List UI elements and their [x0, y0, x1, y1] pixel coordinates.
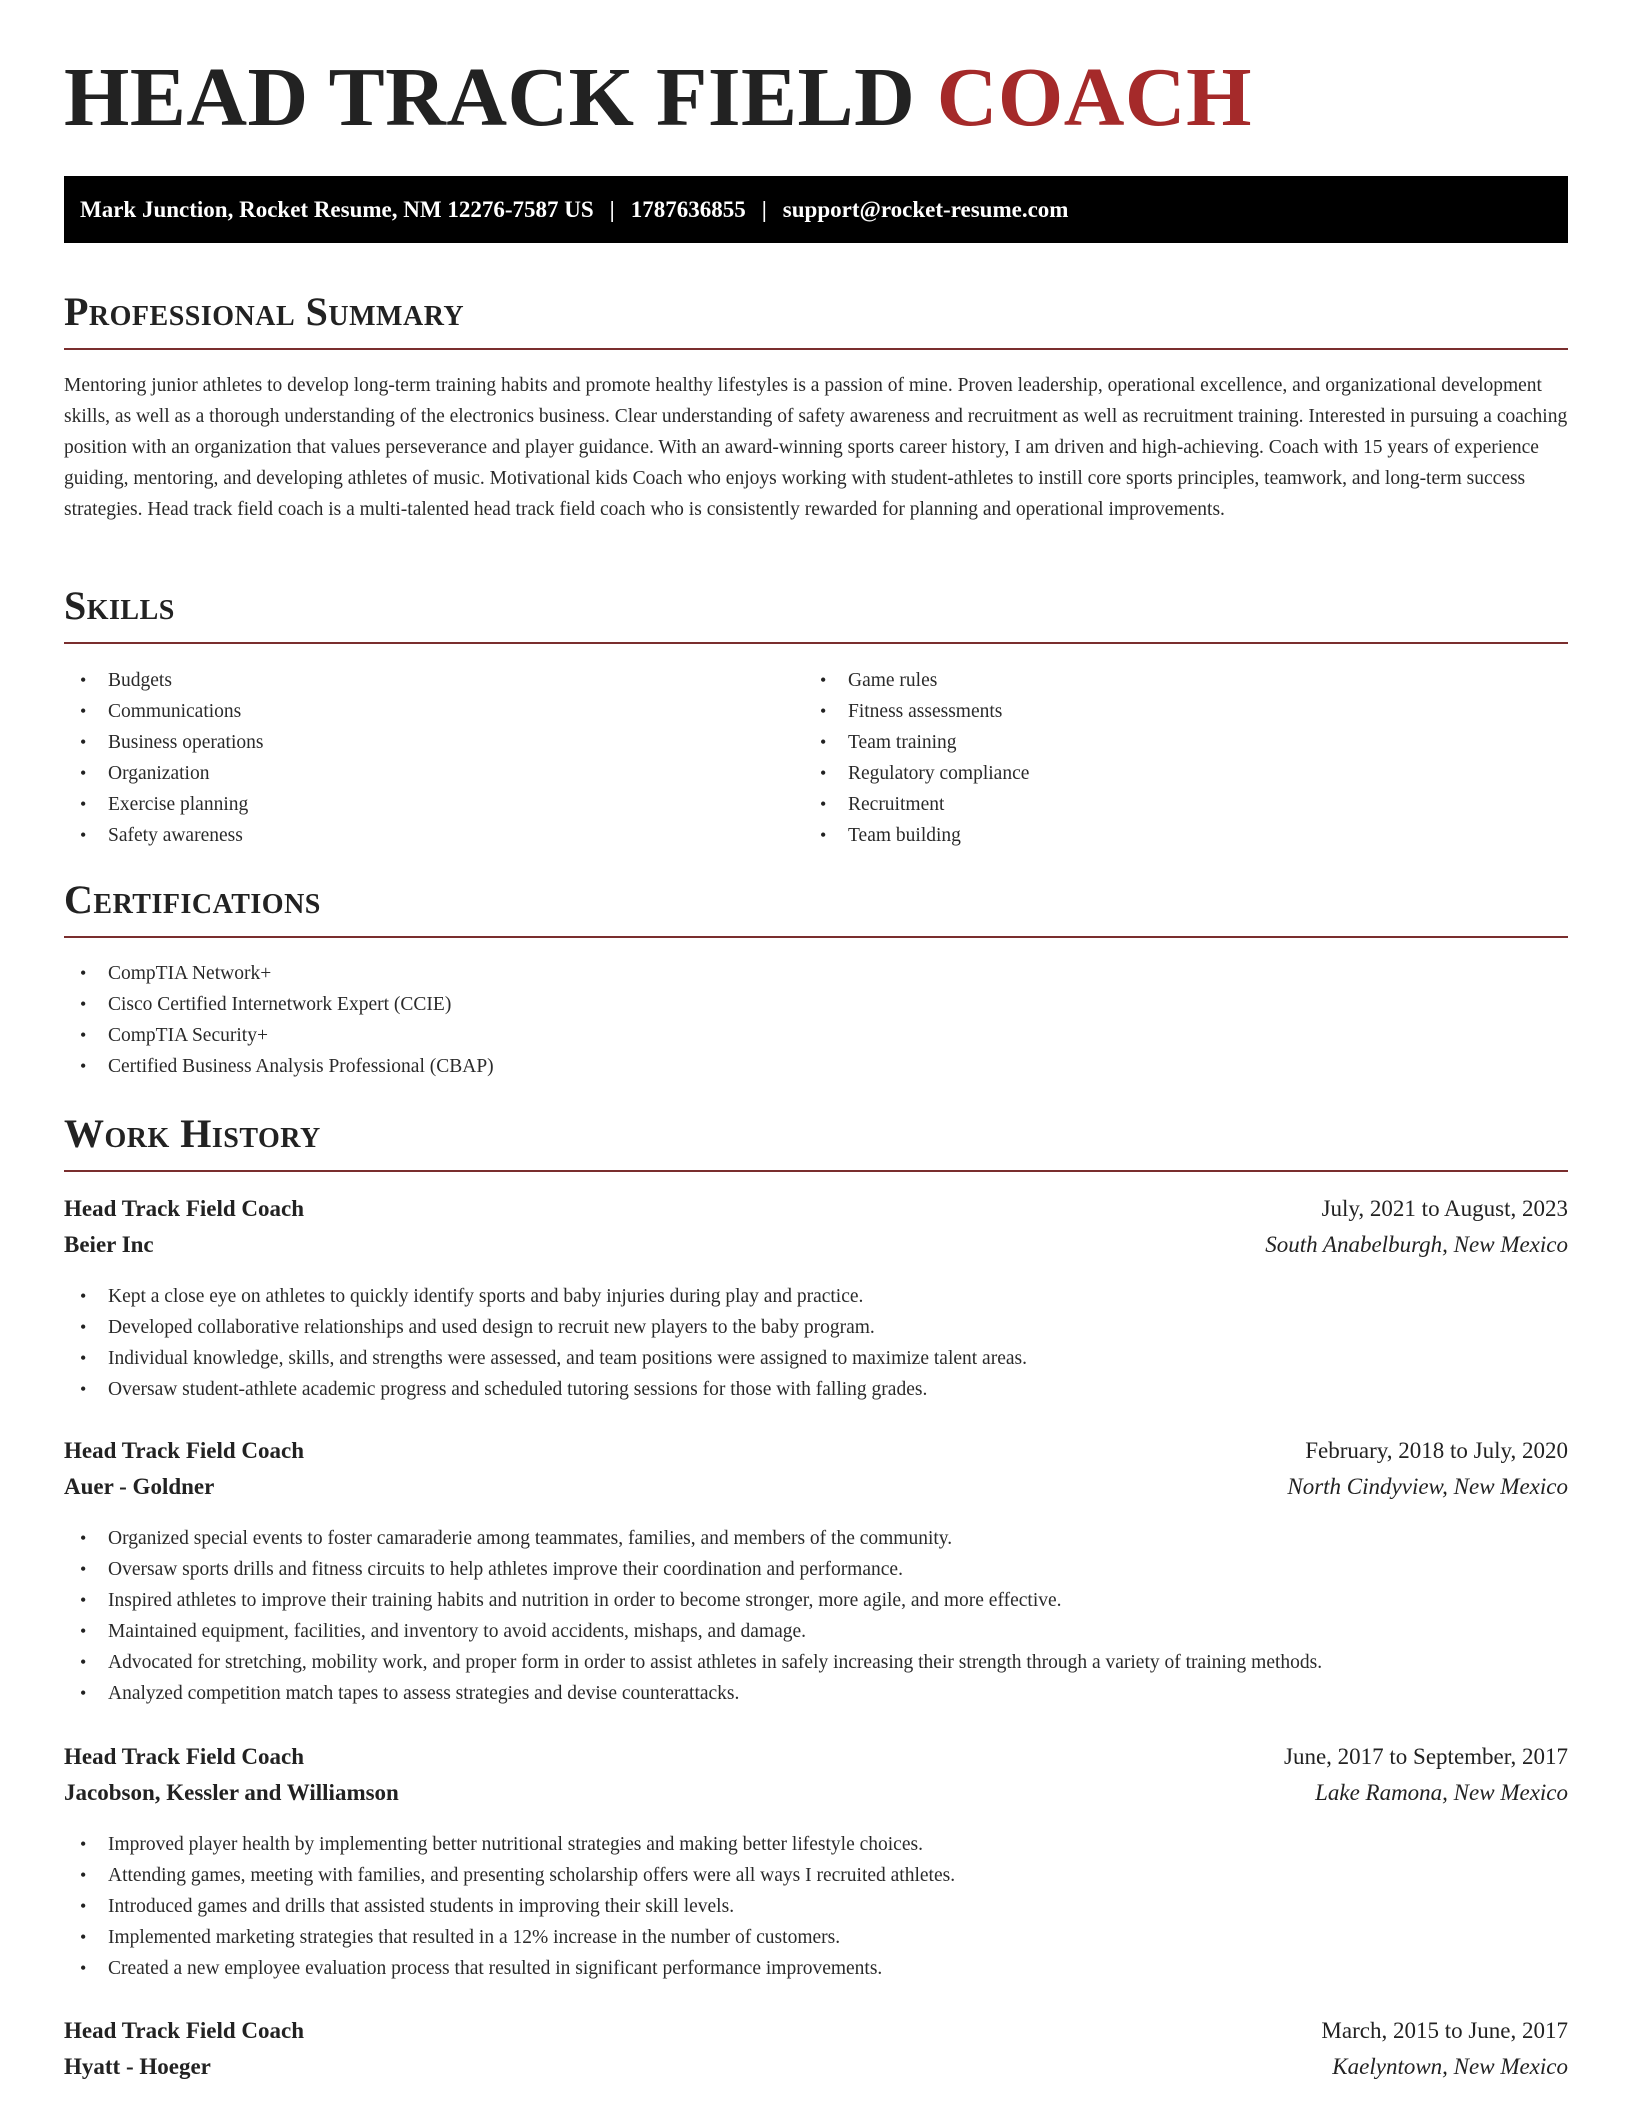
job-company: Hyatt - Hoeger — [64, 2054, 211, 2079]
job-bullet: • Individual knowledge, skills, and strengths were assessed, and team positions were assigned to maximize talent areas. — [64, 1343, 1568, 1374]
contact-address: Mark Junction, Rocket Resume, NM 12276-7587 US — [80, 196, 594, 222]
job-bullets — [64, 1281, 1568, 1405]
job-subheader — [64, 1780, 1568, 1806]
section-title: Skills — [64, 583, 175, 628]
skill-item: • Team training — [804, 727, 1029, 758]
job-bullets — [64, 1829, 1568, 1984]
job-company: Jacobson, Kessler and Williamson — [64, 1780, 399, 1805]
skill-item: • Team building — [804, 820, 1029, 851]
job-bullet: • Introduced games and drills that assisted students in improving their skill levels. — [64, 1891, 1568, 1922]
job-bullet: • Maintained equipment, facilities, and inventory to avoid accidents, mishaps, and damage. — [64, 1616, 1568, 1647]
skill-item: • Budgets — [64, 665, 263, 696]
skill-item: • Exercise planning — [64, 789, 263, 820]
contact-phone: 1787636855 — [630, 196, 746, 222]
job-bullet: • Implemented marketing strategies that resulted in a 12% increase in the number of customers. — [64, 1922, 1568, 1953]
work-history-heading — [64, 1111, 1568, 1172]
section-title: Certifications — [64, 877, 321, 922]
job-subheader — [64, 1474, 1568, 1500]
job-company: Auer - Goldner — [64, 1474, 215, 1499]
job-header — [64, 1744, 1568, 1770]
certifications-heading — [64, 877, 1568, 938]
job-location: North Cindyview, New Mexico — [1287, 1474, 1568, 1499]
summary-heading — [64, 289, 1568, 350]
job-bullet: • Developed collaborative relationships and used design to recruit new players to the baby program. — [64, 1312, 1568, 1343]
summary-text: Mentoring junior athletes to develop long-term training habits and promote healthy lifestyles is a passion of mine. Proven leadership, operational excellence, and organizational development skills, as well as a thorough understanding of the electronics business. Clear understanding of safety awareness and recruitment as well as recruitment training. Interested in pursuing a coaching position with an organization that values perseverance and player guidance. With an award-winning sports career history, I am driven and high-achieving. Coach with 15 years of experience guiding, mentoring, and developing athletes of music. Motivational kids Coach who enjoys working with student-athletes to instill core sports principles, teamwork, and long-term success strategies. Head track field coach is a multi-talented head track field coach who is consistently rewarded for planning and operational improvements. — [64, 375, 1568, 520]
certification-item: • Certified Business Analysis Professional (CBAP) — [64, 1051, 494, 1082]
job-bullet: • Attending games, meeting with families, and presenting scholarship offers were all ways I recruited athletes. — [64, 1860, 1568, 1891]
job-dates: March, 2015 to June, 2017 — [1321, 2018, 1568, 2043]
job-bullet: • Advocated for stretching, mobility work, and proper form in order to assist athletes in safely increasing their strength through a variety of training methods. — [64, 1647, 1568, 1678]
job-header — [64, 2018, 1568, 2044]
title-main: HEAD TRACK FIELD — [64, 51, 916, 144]
job-title: Head Track Field Coach — [64, 1744, 305, 1769]
job-title: Head Track Field Coach — [64, 2018, 305, 2043]
contact-separator: | — [609, 196, 615, 222]
job-bullet: • Organized special events to foster camaraderie among teammates, families, and members of the community. — [64, 1523, 1568, 1554]
skill-item: • Game rules — [804, 665, 1029, 696]
job-title: Head Track Field Coach — [64, 1196, 305, 1221]
job-dates: June, 2017 to September, 2017 — [1284, 1744, 1568, 1769]
certifications-list — [64, 958, 494, 1082]
contact-email: support@rocket-resume.com — [782, 196, 1069, 222]
skill-item: • Fitness assessments — [804, 696, 1029, 727]
job-bullet: • Improved player health by implementing better nutritional strategies and making better lifestyle choices. — [64, 1829, 1568, 1860]
skills-heading — [64, 583, 1568, 644]
certification-item: • CompTIA Security+ — [64, 1020, 494, 1051]
job-dates: July, 2021 to August, 2023 — [1321, 1196, 1568, 1221]
job-bullet: • Analyzed competition match tapes to assess strategies and devise counterattacks. — [64, 1678, 1568, 1709]
skills-list-left — [64, 665, 263, 851]
skill-item: • Recruitment — [804, 789, 1029, 820]
contact-separator: | — [761, 196, 767, 222]
section-title: Professional Summary — [64, 289, 465, 334]
resume-title — [64, 51, 1252, 144]
certification-item: • CompTIA Network+ — [64, 958, 494, 989]
job-subheader — [64, 2054, 1568, 2080]
job-header — [64, 1196, 1568, 1222]
job-bullet: • Inspired athletes to improve their training habits and nutrition in order to become stronger, more agile, and more effective. — [64, 1585, 1568, 1616]
skill-item: • Organization — [64, 758, 263, 789]
job-location: Kaelyntown, New Mexico — [1332, 2054, 1568, 2079]
skills-list-right — [804, 665, 1029, 851]
contact-bar — [64, 176, 1568, 243]
title-accent: COACH — [936, 51, 1252, 144]
skill-item: • Communications — [64, 696, 263, 727]
section-title: Work History — [64, 1111, 321, 1156]
skill-item: • Safety awareness — [64, 820, 263, 851]
skill-item: • Regulatory compliance — [804, 758, 1029, 789]
job-header — [64, 1438, 1568, 1464]
job-bullet: • Kept a close eye on athletes to quickly identify sports and baby injuries during play and practice. — [64, 1281, 1568, 1312]
job-bullet: • Created a new employee evaluation process that resulted in significant performance improvements. — [64, 1953, 1568, 1984]
job-location: South Anabelburgh, New Mexico — [1265, 1232, 1568, 1257]
job-title: Head Track Field Coach — [64, 1438, 305, 1463]
skill-item: • Business operations — [64, 727, 263, 758]
job-company: Beier Inc — [64, 1232, 154, 1257]
job-bullet: • Oversaw student-athlete academic progress and scheduled tutoring sessions for those with falling grades. — [64, 1374, 1568, 1405]
certification-item: • Cisco Certified Internetwork Expert (CCIE) — [64, 989, 494, 1020]
job-subheader — [64, 1232, 1568, 1258]
job-dates: February, 2018 to July, 2020 — [1305, 1438, 1568, 1463]
job-bullets — [64, 1523, 1568, 1709]
job-location: Lake Ramona, New Mexico — [1315, 1780, 1568, 1805]
job-bullet: • Oversaw sports drills and fitness circuits to help athletes improve their coordination and performance. — [64, 1554, 1568, 1585]
